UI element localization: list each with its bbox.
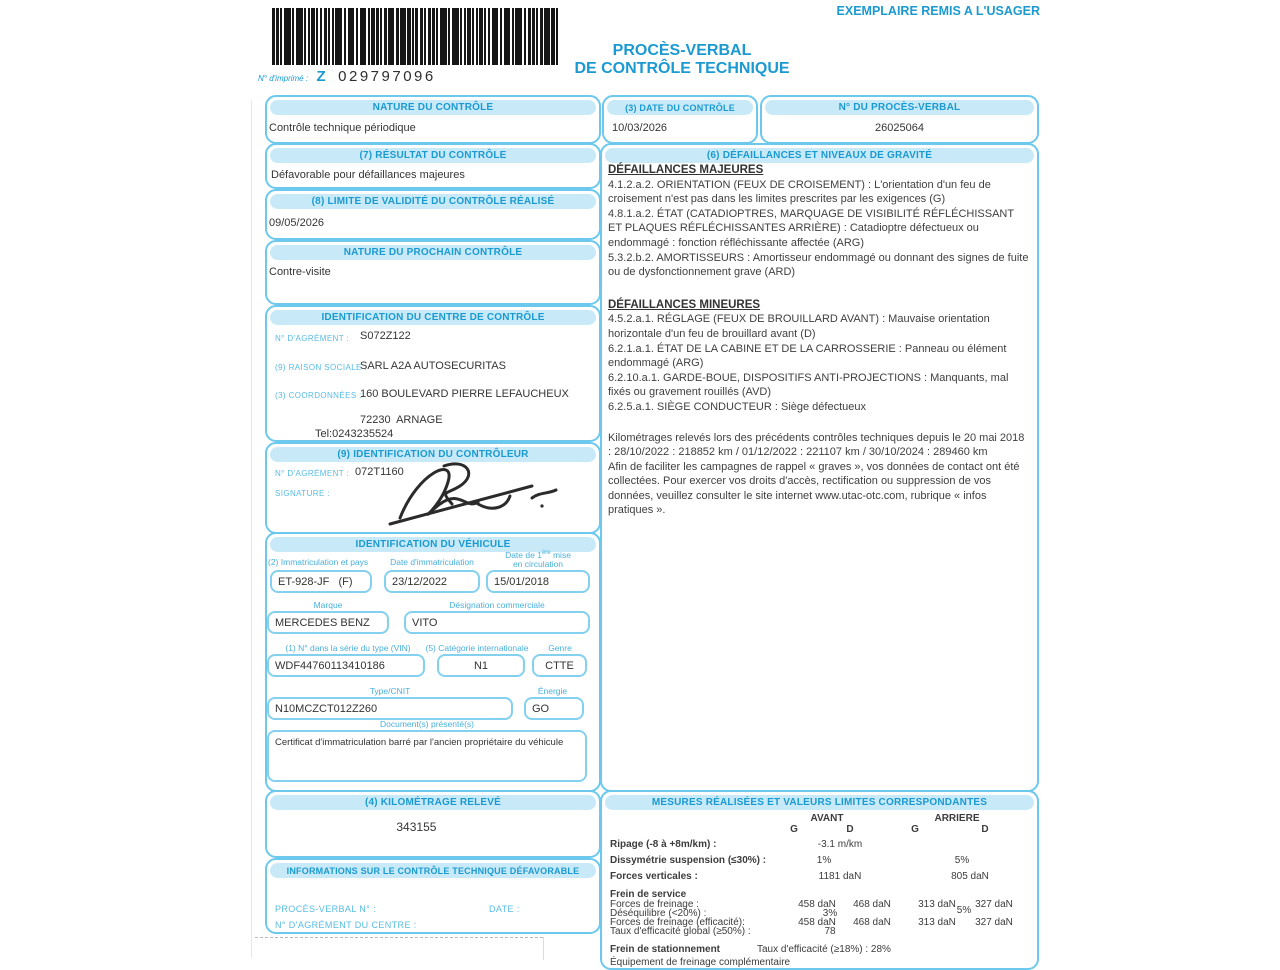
box-controleur-header: (9) IDENTIFICATION DU CONTRÔLEUR	[270, 447, 596, 462]
box-resultat-header: (7) RÉSULTAT DU CONTRÔLE	[270, 148, 596, 163]
vin-field: WDF44760113410186	[267, 654, 425, 677]
box-defaillances-header: (6) DÉFAILLANCES ET NIVEAUX DE GRAVITÉ	[605, 148, 1034, 163]
box-centre-header: IDENTIFICATION DU CENTRE DE CONTRÔLE	[270, 310, 596, 325]
mesure-row-label: Forces de freinage :	[610, 899, 699, 910]
mesure-value: 805 daN	[951, 871, 989, 882]
limite-validite-value: 09/05/2026	[269, 217, 325, 229]
defect-item: 5.3.2.b.2. AMORTISSEURS : Amortisseur endommagé ou donnant des signes de fuite ou de dysfonctionnement grave (ARD)	[608, 251, 1029, 279]
box-nature-header: NATURE DU CONTRÔLE	[270, 100, 596, 115]
date-immat-field: 23/12/2022	[384, 570, 480, 593]
marque-field: MERCEDES BENZ	[267, 611, 389, 634]
mesure-value: 458 daN	[798, 899, 836, 910]
numero-pv-value: 26025064	[875, 122, 924, 134]
box-controleur	[265, 442, 601, 534]
box-date-header: (3) DATE DU CONTRÔLE	[607, 100, 753, 115]
mesure-value: 327 daN	[975, 917, 1013, 928]
title-line1: PROCÈS-VERBAL	[612, 42, 752, 59]
documents-label: Document(s) présenté(s)	[379, 719, 474, 729]
defect-item: 4.8.1.a.2. ÉTAT (CATADIOPTRES, MARQUAGE DE VISIBILITÉ RÉFLÉCHISSANT ET PLAQUES RÉFLÉCHISSANTES ARRIÈRE) : Catadioptre défectueux ou endommagé : fonction réfléchissante affectée (ARG)	[608, 207, 1014, 249]
prochain-controle-value: Contre-visite	[269, 266, 331, 278]
box-vehicule-header: IDENTIFICATION DU VÉHICULE	[270, 537, 596, 552]
designation-label: Désignation commerciale	[449, 600, 545, 610]
box-mesures	[600, 790, 1039, 970]
immat-label: (2) Immatriculation et pays	[268, 557, 369, 567]
energie-label: Énergie	[537, 686, 568, 696]
documents-field: Certificat d'immatriculation barré par l'ancien propriétaire du véhicule	[267, 730, 587, 782]
defect-item: 4.5.2.a.1. RÉGLAGE (FEUX DE BROUILLARD AVANT) : Mauvaise orientation horizontale d'un feu de brouillard avant (D)	[608, 313, 990, 340]
date-circulation-field: 15/01/2018	[486, 570, 590, 593]
centre-agrement-label: N° D'AGRÉMENT :	[275, 334, 350, 343]
mesure-value: 1%	[816, 855, 832, 866]
mesure-value: 468 daN	[853, 917, 891, 928]
infos-agrement-label: N° D'AGRÉMENT DU CENTRE :	[275, 920, 417, 930]
designation-field: VITO	[404, 611, 590, 634]
mesure-value: 468 daN	[853, 899, 891, 910]
box-kilometrage	[265, 790, 601, 858]
box-centre-controle	[265, 305, 601, 442]
centre-tel: Tel:0243235524	[315, 428, 394, 440]
print-series: Z	[316, 68, 326, 85]
mesure-value: 5%	[956, 905, 972, 916]
infos-pv-label: PROCÈS-VERBAL N° :	[275, 904, 376, 914]
mesure-value: 5%	[954, 855, 970, 866]
controleur-agrement-value: 072T1160	[355, 466, 404, 478]
defect-item: 6.2.10.a.1. GARDE-BOUE, DISPOSITIFS ANTI-PROJECTIONS : Manquants, mal fixés ou gravement rouillés (AVD)	[608, 371, 1009, 399]
print-number-label: N° d'imprimé :	[258, 74, 309, 83]
defaillances-mineures-title: DÉFAILLANCES MINEURES	[608, 298, 761, 311]
box-numero-pv-header: N° DU PROCÈS-VERBAL	[765, 100, 1034, 115]
box-numero-pv	[760, 95, 1039, 144]
mesure-value: -3.1 m/km	[817, 839, 863, 850]
mesure-row-label: Forces de freinage (efficacité):	[610, 917, 745, 928]
clipped-bottom-line: Équipement de freinage complémentaire	[610, 957, 791, 968]
mesure-value: 78	[824, 926, 836, 937]
print-number-line	[258, 68, 436, 86]
km-history-paragraph: Kilométrages relevés lors des précédents contrôles techniques depuis le 20 mai 2018 : 28/10/2022 : 218852 km / 01/12/2022 : 221107 km / 30/10/2024 : 289460 km	[608, 431, 1025, 459]
categorie-field: N1	[437, 654, 525, 677]
mesure-row-label: Déséquilibre (<20%) :	[610, 908, 707, 919]
mesures-col-avant-g: G	[790, 824, 798, 835]
title-line2: DE CONTRÔLE TECHNIQUE	[574, 60, 790, 77]
date-circulation-label: Date de 1ère mise en circulation	[505, 549, 571, 570]
page-title	[532, 42, 832, 78]
centre-adresse1: 160 BOULEVARD PIERRE LEFAUCHEUX	[360, 388, 569, 400]
rgpd-paragraph: Afin de faciliter les campagnes de rappel « graves », vos données de contact ont été collectées. Pour exercer vos droits d'accès, rectification ou suppression de vos données, veuillez consulter le site internet www.utac-otc.com, rubrique « infos pratiques ».	[608, 460, 1020, 517]
type-cnit-field: N10MCZCT012Z260	[267, 697, 513, 720]
centre-adresse2: 72230 ARNAGE	[360, 414, 443, 426]
kilometrage-value: 343155	[396, 820, 437, 834]
vin-label: (1) N° dans la série du type (VIN)	[285, 643, 411, 653]
barcode	[272, 8, 558, 65]
copy-label: EXEMPLAIRE REMIS A L'USAGER	[836, 4, 1040, 18]
box-limite-header: (8) LIMITE DE VALIDITÉ DU CONTRÔLE RÉALISÉ	[270, 194, 596, 209]
resultat-value: Défavorable pour défaillances majeures	[271, 169, 465, 181]
immat-field: ET-928-JF (F)	[270, 570, 372, 593]
mesure-value: 313 daN	[918, 917, 956, 928]
centre-raison-label: (9) RAISON SOCIALE :	[275, 363, 368, 372]
cut-dashed-line	[255, 937, 543, 938]
box-date-controle	[602, 95, 758, 144]
genre-field: CTTE	[532, 654, 587, 677]
mesures-col-arriere-d: D	[981, 824, 989, 835]
mesures-col-arriere-g: G	[911, 824, 919, 835]
frein-service-title: Frein de service	[610, 889, 687, 900]
genre-label: Genre	[548, 643, 572, 653]
defect-item: 6.2.5.a.1. SIÈGE CONDUCTEUR : Siège défectueux	[608, 400, 867, 413]
categorie-label: (5) Catégorie internationale	[425, 643, 529, 653]
controller-signature	[382, 452, 572, 530]
box-prochain-controle	[265, 240, 601, 305]
mesure-row-label: Ripage (-8 à +8m/km) :	[610, 839, 717, 850]
controleur-agrement-label: N° D'AGRÉMENT :	[275, 469, 350, 478]
controleur-signature-label: SIGNATURE :	[275, 489, 330, 498]
frein-stationnement-title: Frein de stationnement	[610, 944, 721, 955]
defect-item: 4.1.2.a.2. ORIENTATION (FEUX DE CROISEMENT) : L'orientation d'un feu de croisement n'est pas dans les limites prescrites par les exigences (G)	[608, 178, 991, 206]
frein-stationnement-value: Taux d'efficacité (≥18%) : 28%	[757, 944, 891, 955]
marque-label: Marque	[313, 600, 343, 610]
mesure-value: 1181 daN	[818, 871, 862, 882]
mesure-value: 327 daN	[975, 899, 1013, 910]
mesures-col-avant: AVANT	[810, 813, 844, 824]
nature-controle-value: Contrôle technique périodique	[269, 122, 416, 134]
mesure-row-label: Forces verticales :	[610, 871, 698, 882]
centre-agrement-value: S072Z122	[360, 330, 411, 342]
scan-edge-artifact	[251, 100, 252, 958]
box-infos-defavorable	[265, 858, 601, 934]
box-limite-validite	[265, 189, 601, 240]
box-kilometrage-header: (4) KILOMÉTRAGE RELEVÉ	[270, 795, 596, 810]
cut-vertical-line	[543, 937, 544, 960]
mesures-col-avant-d: D	[846, 824, 854, 835]
date-immat-label: Date d'immatriculation	[390, 557, 474, 567]
print-number: 029797096	[338, 68, 436, 85]
infos-date-label: DATE :	[489, 904, 520, 914]
box-infos-header: INFORMATIONS SUR LE CONTRÔLE TECHNIQUE DÉFAVORABLE	[270, 863, 596, 878]
box-nature-controle	[265, 95, 601, 144]
mesure-value: 3%	[822, 908, 838, 919]
mesures-col-arriere: ARRIERE	[934, 813, 980, 824]
centre-coordonnees-label: (3) COORDONNÉES :	[275, 391, 362, 400]
energie-field: GO	[524, 697, 584, 720]
defaillances-majeures-title: DÉFAILLANCES MAJEURES	[608, 164, 764, 176]
date-controle-value: 10/03/2026	[612, 122, 668, 134]
defect-item: 6.2.1.a.1. ÉTAT DE LA CABINE ET DE LA CARROSSERIE : Panneau ou élément endommagé (ARG)	[608, 342, 1007, 370]
mesure-value: 458 daN	[798, 917, 836, 928]
box-mesures-header: MESURES RÉALISÉES ET VALEURS LIMITES CORRESPONDANTES	[605, 795, 1034, 810]
type-cnit-label: Type/CNIT	[369, 686, 411, 696]
box-resultat	[265, 143, 601, 189]
mesure-row-label: Dissymétrie suspension (≤30%) :	[610, 855, 767, 866]
mesure-row-label: Taux d'efficacité global (≥50%) :	[610, 926, 751, 937]
defaillances-content	[608, 163, 1030, 518]
mesure-value: 313 daN	[918, 899, 956, 910]
centre-raison-value: SARL A2A AUTOSECURITAS	[360, 360, 506, 372]
box-prochain-header: NATURE DU PROCHAIN CONTRÔLE	[270, 245, 596, 260]
